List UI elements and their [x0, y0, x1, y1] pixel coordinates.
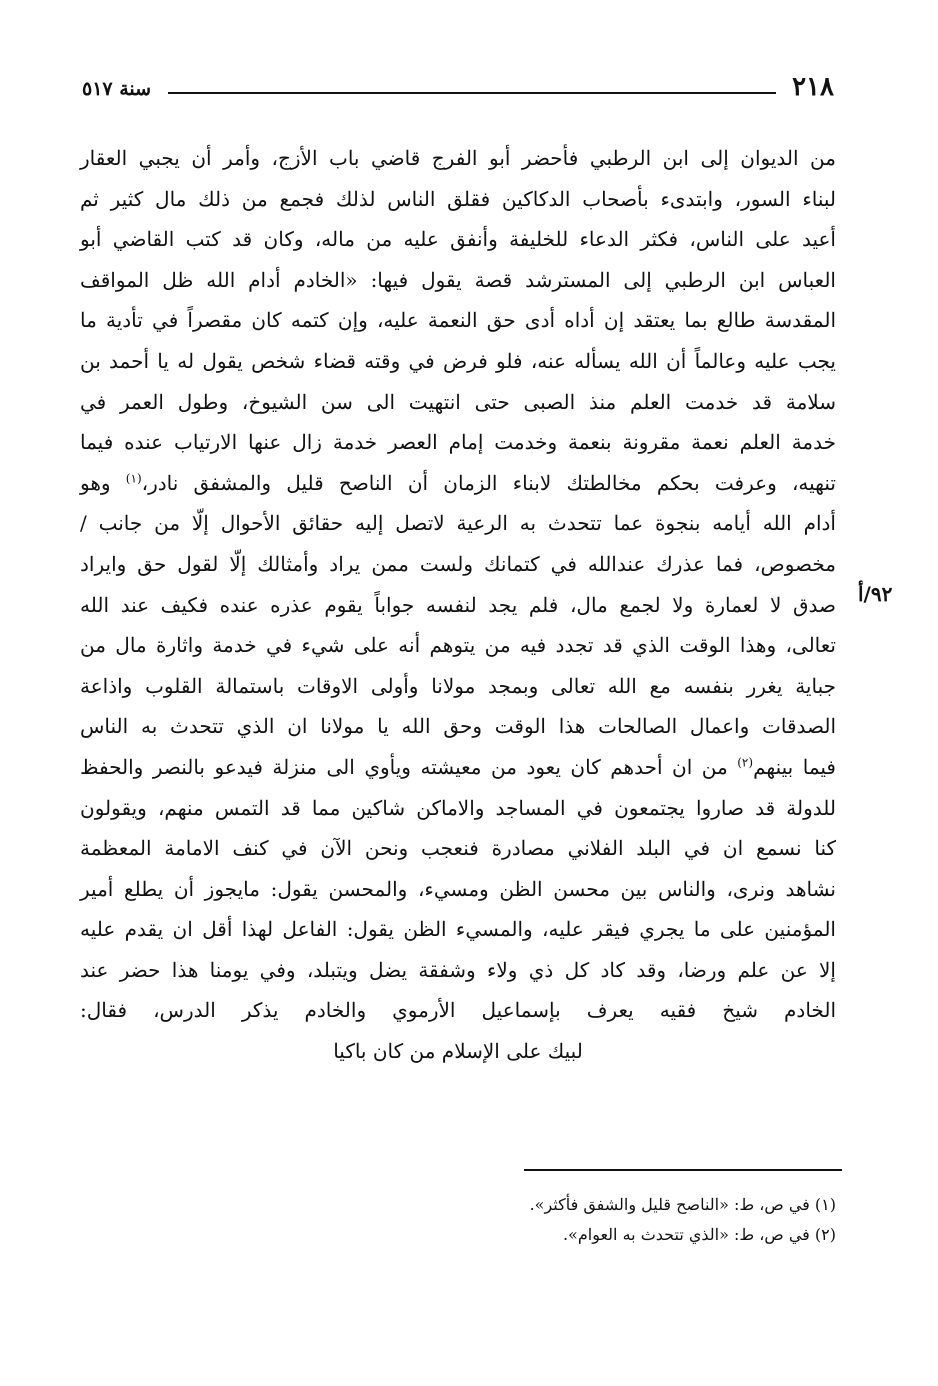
- page-number: ٢١٨: [792, 72, 834, 102]
- text-segment: من ان أحدهم كان يعود من معيشته ويأوي الى منزلة فيدعو بالنصر والحفظ: [80, 754, 728, 779]
- footnote-1: (١) في ص، ط: «الناصح قليل والشفق فأكثر».: [529, 1195, 836, 1214]
- text-line-with-note: [80, 747, 836, 788]
- text-line: يجب عليه وعالماً أن الله يسأله عنه، فلو فرض في وقته قضاء شخص يقول له يا أحمد بن: [80, 348, 836, 373]
- text-line: جباية يغرر بنفسه مع الله تعالى وبمجد مولانا وأولى الاوقات باستمالة القلوب واذاعة: [80, 673, 836, 698]
- text-line: أعيد على الناس، فكثر الدعاء للخليفة وأنفق عليه من ماله، وكان قد كتب القاضي أبو: [80, 227, 836, 252]
- text-line: تعالى، وهذا الوقت الذي قد تجدد فيه من يتوهم أنه على شيء في خدمة واثارة مال من: [80, 633, 836, 658]
- text-line: مخصوص، فما عذرك عندالله في كتمانك ولست ممن يراد وأمثالك إلّا لقول حق وايراد: [80, 551, 836, 576]
- text-line: الصدقات واعمال الصالحات هذا الوقت وحق الله يا مولانا ان الذي تتحدث به الناس: [80, 714, 836, 739]
- verse-line: لبيك على الإسلام من كان باكيا: [333, 1039, 583, 1064]
- text-segment: وهو: [80, 470, 111, 495]
- text-line: إلا عن علم ورضا، وقد كاد كل ذي ولاء وشفقة يضل ويتبلد، وفي يومنا هذا حضر عند: [80, 957, 836, 982]
- text-line: الخادم شيخ فقيه يعرف بإسماعيل الأرموي والخادم يذكر الدرس، فقال:: [80, 998, 836, 1023]
- text-line: أدام الله أيامه بنجوة عما تتحدث به الرعية لاتصل إليه حقائق الأحوال إلّا من جانب /: [80, 511, 836, 536]
- text-line-with-note: [80, 463, 836, 504]
- text-line: نشاهد ونرى، والناس بين محسن الظن ومسيء، والمحسن يقول: مايجوز أن يطلع أمير: [80, 876, 836, 901]
- main-text: [80, 138, 836, 1072]
- footnote-2: (٢) في ص، ط: «الذي تتحدث به العوام».: [562, 1225, 836, 1244]
- text-line: لبناء السور، وابتدىء بأصحاب الدكاكين فقلق الناس لذلك فجمع من ذلك مال كثير ثم: [80, 186, 836, 211]
- text-line: العباس ابن الرطبي إلى المسترشد قصة يقول فيها: «الخادم أدام الله ظل المواقف: [80, 267, 836, 292]
- running-head-year: سنة ٥١٧: [82, 78, 152, 100]
- footnote-rule: [524, 1169, 842, 1171]
- footnote-marker-1: (١): [125, 471, 142, 486]
- header-rule: [168, 92, 776, 94]
- text-line: صدق لا لعمارة ولا لجمع مال، فلم يجد لنفسه جواباً يقوم عذره عنده فكيف عند الله: [80, 592, 836, 617]
- text-line: كنا نسمع ان في البلد الفلاني مصادرة فنعجب ونحن الآن في كنف الامامة المعظمة: [80, 836, 836, 861]
- text-line: سلامة قد خدمت العلم منذ الصبى حتى انتهيت الى سن الشيوخ، وطول العمر في: [80, 389, 836, 414]
- text-line: للدولة قد صاروا يجتمعون في المساجد والاماكن شاكين مما قد التمس منهم، ويقولون: [80, 795, 836, 820]
- text-line: المقدسة طالع بما يعتقد إن أداه أدى حق النعمة عليه، وإن كتمه كان مقصراً في تأدية ما: [80, 308, 836, 333]
- text-line: المؤمنين على ما يجري فيقر عليه، والمسيء الظن يقول: الفاعل لهذا أقل ان يقدم عليه: [80, 917, 836, 942]
- footnote-marker-2: (٢): [737, 755, 754, 770]
- page-header: [82, 72, 834, 108]
- footnotes: [236, 1190, 836, 1250]
- text-line: من الديوان إلى ابن الرطبي فأحضر أبو الفرج قاضي باب الأزج، وأمر أن يجبي العقار: [80, 146, 836, 170]
- text-segment: فيما بينهم: [753, 754, 836, 779]
- text-segment: تنهيه، وعرفت بحكم مخالطتك لابناء الزمان أن الناصح قليل والمشفق نادر،: [141, 470, 837, 495]
- manuscript-folio-ref: ٩٢/أ: [858, 582, 893, 606]
- text-line: خدمة العلم نعمة مقرونة بنعمة وخدمت إمام العصر خدمة زال عنها الارتياب عنده فيما: [80, 430, 836, 455]
